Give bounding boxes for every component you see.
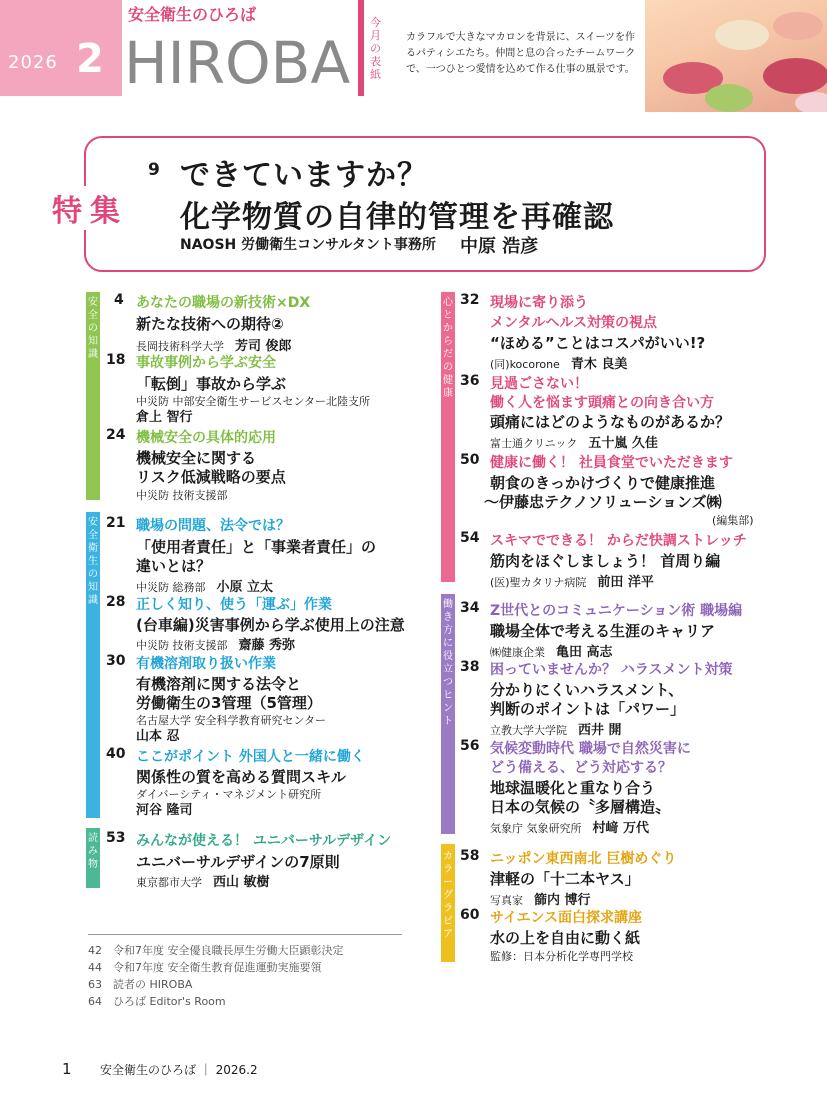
entry-title[interactable]: 分かりにくいハラスメント、: [490, 681, 684, 699]
entry-title[interactable]: “ほめる”ことはコスパがいい!?: [490, 334, 706, 352]
entry-page: 28: [106, 594, 126, 610]
cover-label: 今月の表紙: [370, 16, 381, 81]
entry-title[interactable]: 朝食のきっかけづくりで健康推進: [490, 474, 716, 492]
entry-title[interactable]: リスク低減戦略の要点: [136, 468, 286, 486]
entry-page: 30: [106, 653, 126, 669]
entry-page: 54: [460, 530, 480, 546]
entry-title[interactable]: 頭痛にはどのようなものがあるか？: [490, 413, 731, 431]
entry-title[interactable]: 〜伊藤忠テクノソリューションズ㈱: [484, 493, 722, 511]
entry-category: どう備える、どう対応する？: [490, 760, 672, 776]
entry-author-org: 富士通クリニック 五十嵐 久佳: [490, 436, 658, 451]
entry-category: 機械安全の具体的応用: [136, 430, 276, 446]
entry-title[interactable]: 日本の気候の〝多層構造〟: [490, 798, 671, 816]
entry-title[interactable]: 地球温暖化と重なり合う: [490, 779, 656, 797]
entry-author-org: (医)聖カタリナ病院 前田 洋平: [490, 575, 654, 590]
entry-title[interactable]: 津軽の「十二本ヤス」: [490, 870, 640, 888]
entry-page: 50: [460, 452, 480, 468]
entry-author-org: ダイバーシティ・マネジメント研究所: [136, 788, 322, 801]
feature-page-number: 9: [148, 160, 160, 180]
feature-title-line2[interactable]: 化学物質の自律的管理を再確認: [180, 200, 614, 235]
entry-author-org: 名古屋大学 安全科学教育研究センター: [136, 714, 327, 727]
entry-category: 見過ごさない！: [490, 376, 588, 392]
feature-title-line1[interactable]: できていますか？: [180, 158, 428, 193]
entry-page: 60: [460, 907, 480, 923]
entry-category: 職場の問題、法令では？: [136, 518, 290, 534]
entry-category: 有機溶剤取り扱い作業: [136, 656, 276, 672]
entry-category: みんなが使える！ ユニバーサルデザイン: [136, 833, 392, 849]
entry-page: 18: [106, 352, 126, 368]
entry-title[interactable]: 判断のポイントは「パワー」: [490, 700, 686, 718]
entry-author-org: 長岡技術科学大学 芳司 俊郎: [136, 339, 292, 354]
entry-title[interactable]: 職場全体で考える生涯のキャリア: [490, 622, 716, 640]
entry-author-org: ㈱健康企業 亀田 高志: [490, 645, 613, 660]
entry-page: 40: [106, 746, 126, 762]
entry-page: 4: [114, 292, 124, 308]
entry-page: 32: [460, 292, 480, 308]
entry-category: 正しく知り、使う「運ぶ」作業: [136, 597, 332, 613]
header-divider: [358, 0, 364, 96]
entry-category: Z世代とのコミュニケーション術 職場編: [490, 603, 743, 619]
entry-author-org: 気象庁 気象研究所 村﨑 万代: [490, 821, 650, 836]
feature-author-org: NAOSH 労働衛生コンサルタント事務所: [180, 237, 436, 253]
entry-title[interactable]: 機械安全に関する: [136, 449, 257, 467]
entry-page: 58: [460, 848, 480, 864]
entry-category: 現場に寄り添う: [490, 295, 588, 311]
entry-title[interactable]: 労働衛生の3管理（5管理）: [136, 694, 322, 712]
section-label-eisei: 安全衛生の知識: [88, 517, 98, 606]
page-number: 1: [62, 1060, 72, 1078]
misc-item[interactable]: 44 令和7年度 安全衛生教育促進運動実施要領: [88, 961, 322, 974]
entry-title[interactable]: 「使用者責任」と「事業者責任」の: [136, 538, 377, 556]
entry-category: 困っていませんか？ ハラスメント対策: [490, 662, 733, 678]
entry-author-org: 写真家 篩内 博行: [490, 893, 591, 908]
entry-page: 21: [106, 515, 126, 531]
entry-page: 24: [106, 427, 126, 443]
section-label-yomi: 読み物: [88, 833, 98, 870]
entry-title[interactable]: 関係性の質を高める質問スキル: [136, 768, 346, 786]
entry-title[interactable]: (台車編)災害事例から学ぶ使用上の注意: [136, 616, 405, 634]
entry-title[interactable]: ユニバーサルデザインの7原則: [136, 853, 340, 871]
section-label-anzen: 安全の知識: [88, 297, 98, 360]
entry-author-org: 中災防 技術支援部: [136, 489, 228, 502]
issue-year: 2026: [8, 52, 58, 73]
entry-category: サイエンス面白探求講座: [490, 910, 643, 926]
entry-author-org: 中災防 技術支援部 齋藤 秀弥: [136, 638, 296, 653]
entry-title[interactable]: 違いとは？: [136, 557, 212, 575]
magazine-logo: HIROBA: [124, 29, 351, 97]
entry-author-org: (同)kocorone 青木 良美: [490, 357, 628, 372]
entry-author-org: 中災防 中部安全衛生サービスセンター北陸支所: [136, 395, 371, 408]
entry-category: 事故事例から学ぶ安全: [136, 355, 276, 371]
issue-month: 2: [76, 36, 104, 82]
entry-title[interactable]: 「転倒」事故から学ぶ: [136, 375, 287, 393]
entry-author-org: 監修：日本分析化学専門学校: [490, 950, 633, 963]
misc-item[interactable]: 63 読者の HIROBA: [88, 978, 193, 991]
section-label-hataraki: 働き方に役立つヒント: [443, 599, 453, 727]
entry-page: 36: [460, 373, 480, 389]
entry-category: 健康に働く！ 社員食堂でいただきます: [490, 455, 733, 471]
entry-page: 56: [460, 738, 480, 754]
entry-author-name: 倉上 智行: [136, 410, 193, 425]
entry-author-org: 立教大学大学院 西井 開: [490, 723, 622, 738]
entry-title[interactable]: 新たな技術への期待②: [136, 315, 284, 333]
entry-author-name: 山本 忍: [136, 729, 180, 744]
entry-title[interactable]: 水の上を自由に動く紙: [490, 929, 641, 947]
entry-category: ここがポイント 外国人と一緒に働く: [136, 749, 365, 765]
entry-page: 38: [460, 659, 480, 675]
entry-category: メンタルヘルス対策の視点: [490, 315, 658, 331]
entry-author-org: 東京都市大学 西山 敏樹: [136, 875, 270, 890]
misc-divider: [88, 934, 402, 935]
feature-author-name: 中原 浩彦: [460, 236, 539, 257]
entry-page: 34: [460, 600, 480, 616]
entry-category: スキマでできる！ からだ快調ストレッチ: [490, 533, 747, 549]
entry-category: ニッポン東西南北 巨樹めぐり: [490, 851, 677, 867]
section-label-color: カラーグラビア: [443, 851, 453, 940]
cover-description: カラフルで大きなマカロンを背景に、スイーツを作るパティシエたち。仲間と息の合ったチームワークで、一つひとつ愛情を込めて作る仕事の風景です。: [406, 32, 636, 75]
entry-title[interactable]: 筋肉をほぐしましょう！ 首周り編: [490, 552, 721, 570]
entry-title[interactable]: 有機溶剤に関する法令と: [136, 675, 302, 693]
entry-category: あなたの職場の新技術×DX: [136, 295, 311, 311]
feature-label: 特集: [48, 186, 132, 230]
magazine-name: 安全衛生のひろば: [128, 5, 257, 24]
misc-item[interactable]: 64 ひろば Editor's Room: [88, 995, 226, 1008]
misc-item[interactable]: 42 令和7年度 安全優良職長厚生労働大臣顕彰決定: [88, 944, 344, 957]
entry-author-org: 中災防 総務部 小原 立太: [136, 580, 274, 595]
footer-magazine: 安全衛生のひろば ｜ 2026.2: [100, 1063, 258, 1077]
entry-page: 53: [106, 830, 126, 846]
cover-image: [645, 0, 827, 112]
entry-category: 気候変動時代 職場で自然災害に: [490, 741, 691, 757]
section-label-kokoro: 心とからだの健康: [443, 297, 453, 399]
entry-author-name: 河谷 隆司: [136, 803, 193, 818]
entry-category: 働く人を悩ます頭痛との向き合い方: [490, 395, 714, 411]
entry-author-org: (編集部): [712, 514, 754, 527]
